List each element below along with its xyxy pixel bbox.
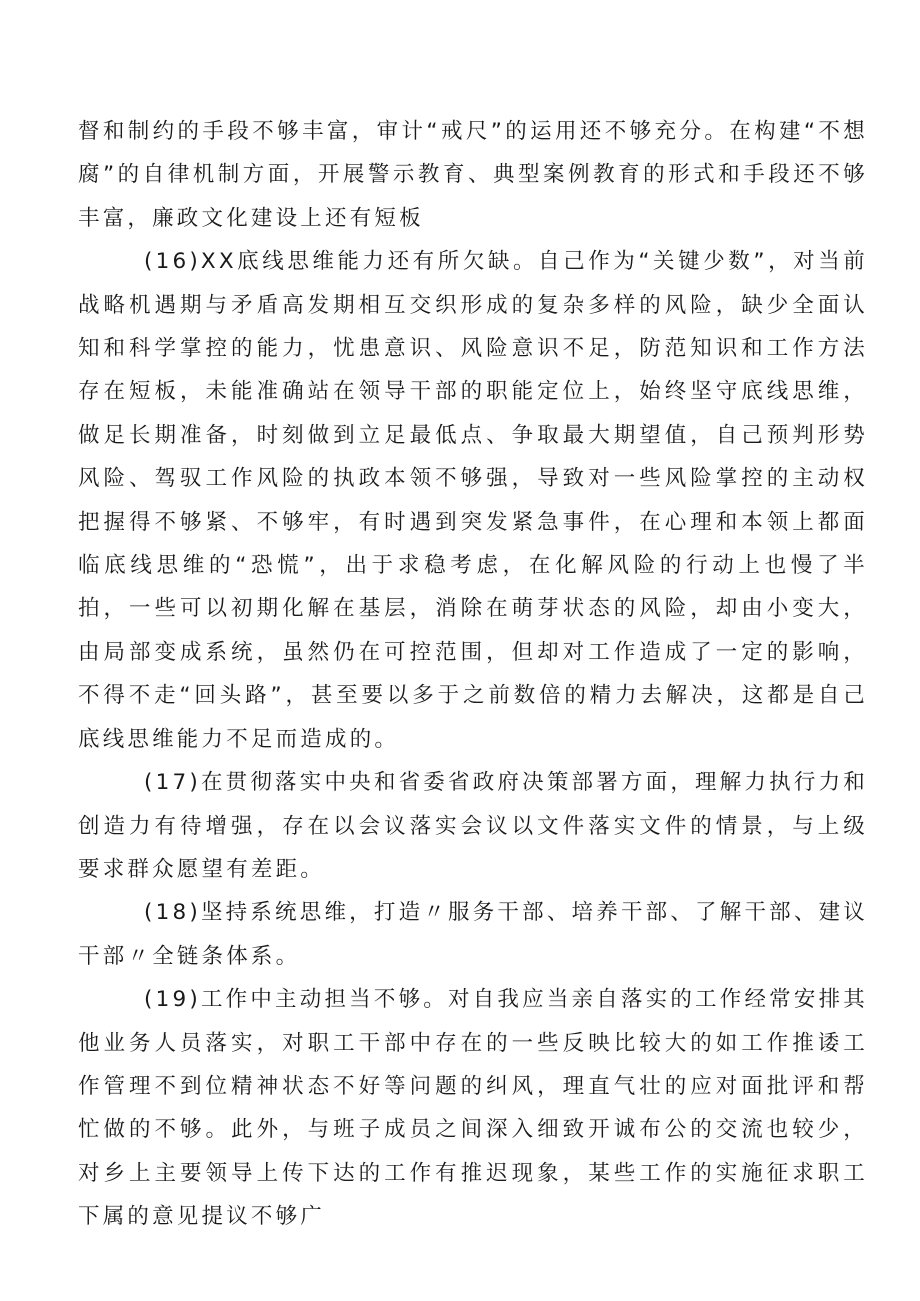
paragraph-item-16: (16)XX底线思维能力还有所欠缺。自己作为“关键少数”，对当前战略机遇期与矛盾高发期相互交织形成的复杂多样的风险，缺少全面认知和科学掌控的能力，忧患意识、风险意识不足，防范知识和工作方法存在短板，未能准确站在领导干部的职能定位上，始终坚守底线思维，做足长期准备，时刻做到立足最低点、争取最大期望值，自己预判形势风险、驾驭工作风险的执政本领不够强，导致对一些风险掌控的主动权把握得不够紧、不够牢，有时遇到突发紧急事件，在心理和本领上都面临底线思维的“恐慌”，出于求稳考虑，在化解风险的行动上也慢了半拍，一些可以初期化解在基层，消除在萌芽状态的风险，却由小变大，由局部变成系统，虽然仍在可控范围，但却对工作造成了一定的影响，不得不走“回头路”，甚至要以多于之前数倍的精力去解决，这都是自己底线思维能力不足而造成的。 <box>78 249 868 752</box>
paragraph-item-18: (18)坚持系统思维，打造〃服务干部、培养干部、了解干部、建议干部〃全链条体系。 <box>78 900 868 969</box>
document-body <box>78 110 868 1239</box>
paragraph-item-17: (17)在贯彻落实中央和省委省政府决策部署方面，理解力执行力和创造力有待增强，存在以会议落实会议以文件落实文件的情景，与上级要求群众愿望有差距。 <box>78 770 868 882</box>
paragraph-continuation: 督和制约的手段不够丰富，审计“戒尺”的运用还不够充分。在构建“不想腐”的自律机制方面，开展警示教育、典型案例教育的形式和手段还不够丰富，廉政文化建设上还有短板 <box>78 119 868 231</box>
paragraph-item-19: (19)工作中主动担当不够。对自我应当亲自落实的工作经常安排其他业务人员落实，对职工干部中存在的一些反映比较大的如工作推诿工作管理不到位精神状态不好等问题的纠风，理直气壮的应对面批评和帮忙做的不够。此外，与班子成员之间深入细致开诚布公的交流也较少，对乡上主要领导上传下达的工作有推迟现象，某些工作的实施征求职工下属的意见提议不够广 <box>78 987 868 1230</box>
